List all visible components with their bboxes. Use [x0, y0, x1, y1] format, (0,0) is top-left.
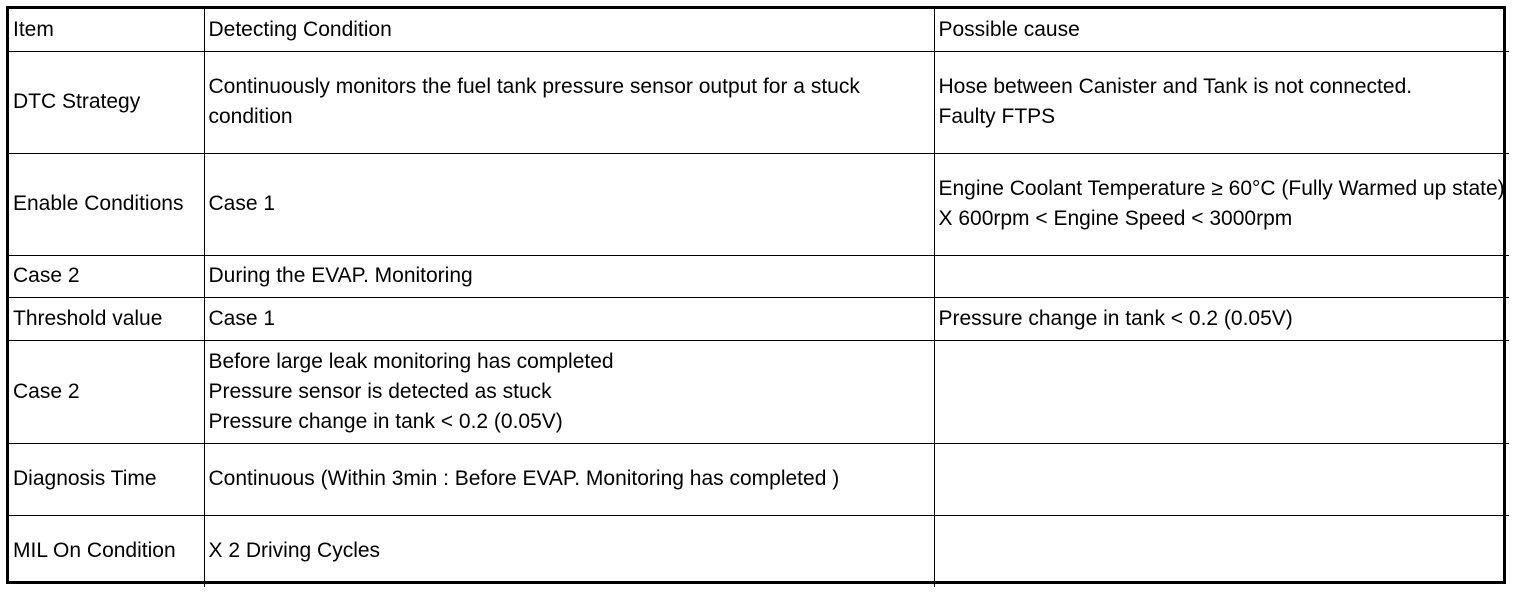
header-item: Item — [9, 9, 204, 51]
row-condition: During the EVAP. Monitoring — [204, 255, 934, 297]
row-cause — [934, 255, 1509, 297]
table-row — [9, 153, 1509, 255]
header-row — [9, 9, 1509, 51]
table-row — [9, 340, 1509, 443]
row-item: Case 2 — [9, 340, 204, 443]
row-item: Threshold value — [9, 297, 204, 340]
dtc-table-container — [6, 6, 1506, 584]
row-cause — [934, 443, 1509, 515]
row-item: DTC Strategy — [9, 51, 204, 153]
header-possible-cause: Possible cause — [934, 9, 1509, 51]
table-row — [9, 297, 1509, 340]
row-item: Diagnosis Time — [9, 443, 204, 515]
row-condition: X 2 Driving Cycles — [204, 515, 934, 587]
row-cause — [934, 515, 1509, 587]
header-detecting-condition: Detecting Condition — [204, 9, 934, 51]
row-condition: Case 1 — [204, 297, 934, 340]
row-condition: Continuously monitors the fuel tank pressure sensor output for a stuck condition — [204, 51, 934, 153]
row-condition: Before large leak monitoring has completed Pressure sensor is detected as stuck Pressure change in tank < 0.2 (0.05V) — [204, 340, 934, 443]
row-cause — [934, 340, 1509, 443]
dtc-table — [9, 9, 1509, 587]
table-row — [9, 51, 1509, 153]
row-condition: Continuous (Within 3min : Before EVAP. Monitoring has completed ) — [204, 443, 934, 515]
row-cause: Pressure change in tank < 0.2 (0.05V) — [934, 297, 1509, 340]
row-condition: Case 1 — [204, 153, 934, 255]
table-row — [9, 443, 1509, 515]
row-item: Case 2 — [9, 255, 204, 297]
row-item: Enable Conditions — [9, 153, 204, 255]
row-cause: Hose between Canister and Tank is not connected. Faulty FTPS — [934, 51, 1509, 153]
table-row — [9, 515, 1509, 587]
row-item: MIL On Condition — [9, 515, 204, 587]
row-cause: Engine Coolant Temperature ≥ 60°C (Fully Warmed up state) X 600rpm < Engine Speed < 3000rpm — [934, 153, 1509, 255]
table-row — [9, 255, 1509, 297]
